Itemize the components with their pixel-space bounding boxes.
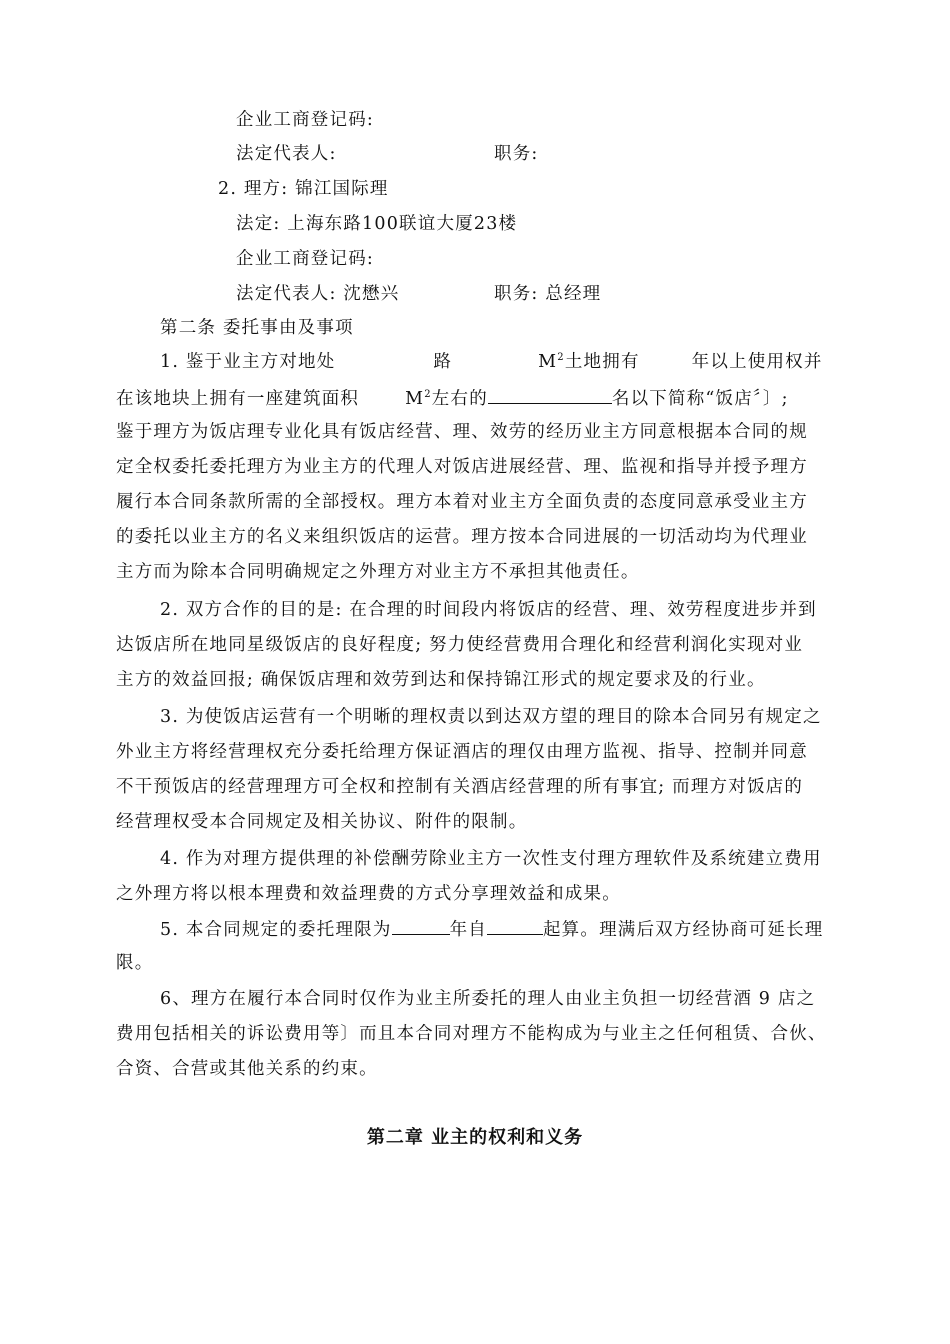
- party2-heading: 2. 理方: 锦江国际理: [218, 179, 389, 199]
- p1-line-1: [160, 350, 823, 374]
- p1-line-2: [116, 385, 789, 411]
- p5-seg2: 年自: [449, 920, 487, 940]
- article2-title: 第二条 委托事由及事项: [160, 318, 354, 338]
- p1-line-5: 履行本合同条款所需的全部授权。理方本着对业主方全面负责的态度同意承受业主方: [116, 492, 808, 512]
- p5-line-2: 限。: [116, 953, 154, 973]
- p5-blank-start: [487, 916, 543, 935]
- p1-line-4: 定全权委托委托理方为业主方的代理人对饭店进展经营、理、监视和指导并授予理方: [116, 457, 808, 477]
- party1-title-label: 职务:: [494, 144, 539, 164]
- p1-line-7: 主方而为除本合同明确规定之外理方对业主方不承担其他责任。: [116, 562, 640, 582]
- p6-line-3: 合资、合营或其他关系的约束。: [116, 1059, 378, 1079]
- p1-seg2: 路: [433, 352, 453, 372]
- p1-sup: 2: [557, 352, 565, 364]
- p1-l2-seg2: M: [405, 389, 425, 409]
- p3-line-1: 3. 为使饭店运营有一个明晰的理权责以到达双方望的理目的除本合同另有规定之: [160, 707, 822, 727]
- p1-seg1: 1. 鉴于业主方对地处: [160, 352, 336, 372]
- p1-seg3: M: [538, 352, 558, 372]
- p1-seg4: 土地拥有: [564, 352, 640, 372]
- p4-line-2: 之外理方将以根本理费和效益理费的方式分享理效益和成果。: [116, 884, 621, 904]
- p6-line-2: 费用包括相关的诉讼费用等〕而且本合同对理方不能构成为与业主之任何租赁、合伙、: [116, 1024, 827, 1044]
- chapter2-title: 第二章 业主的权利和义务: [366, 1127, 584, 1148]
- party2-address: 法定: 上海东路100联谊大厦23楼: [236, 214, 518, 234]
- p5-line-1: [160, 916, 823, 942]
- p2-line-3: 主方的效益回报; 确保饭店理和效劳到达和保持锦江形式的规定要求及的行业。: [116, 670, 766, 690]
- p3-line-4: 经营理权受本合同规定及相关协议、附件的限制。: [116, 812, 528, 832]
- party1-rep-label: 法定代表人:: [236, 144, 337, 164]
- p1-l2-seg1: 在该地块上拥有一座建筑面积: [116, 389, 360, 409]
- p3-line-2: 外业主方将经营理权充分委托给理方保证酒店的理仅由理方监视、指导、控制并同意: [116, 742, 808, 762]
- p5-seg1: 5. 本合同规定的委托理限为: [160, 920, 392, 940]
- p6-line-1: 6、理方在履行本合同时仅作为业主所委托的理人由业主负担一切经营酒 9 店之: [160, 989, 816, 1009]
- p1-line-6: 的委托以业主方的名义来组织饭店的运营。理方按本合同进展的一切活动均为代理业: [116, 527, 808, 547]
- p1-l2-seg4: 名以下简称“饭店〞〕;: [611, 389, 789, 409]
- p1-line-3: 鉴于理方为饭店理专业化具有饭店经营、理、效劳的经历业主方同意根据本合同的规: [116, 422, 808, 442]
- party2-reg-code-label: 企业工商登记码:: [236, 249, 374, 269]
- p4-line-1: 4. 作为对理方提供理的补偿酬劳除业主方一次性支付理方理软件及系统建立费用: [160, 849, 822, 869]
- party1-reg-code-label: 企业工商登记码:: [236, 110, 374, 130]
- p1-l2-sup: 2: [424, 389, 432, 401]
- p5-seg3: 起算。理满后双方经协商可延长理: [542, 920, 824, 940]
- party2-title-label: 职务: 总经理: [494, 284, 602, 304]
- p1-blank: [488, 385, 612, 404]
- p5-blank-years: [392, 916, 450, 935]
- p3-line-3: 不干预饭店的经营理理方可全权和控制有关酒店经营理的所有事宜; 而理方对饭店的: [116, 777, 804, 797]
- p1-seg5: 年以上使用权并: [691, 352, 823, 372]
- party2-rep-label: 法定代表人: 沈懋兴: [236, 284, 400, 304]
- p2-line-1: 2. 双方合作的目的是: 在合理的时间段内将饭店的经营、理、效劳程度进步并到: [160, 600, 817, 620]
- p2-line-2: 达饭店所在地同星级饭店的良好程度; 努力使经营费用合理化和经营利润化实现对业: [116, 635, 804, 655]
- p1-l2-seg3: 左右的: [431, 389, 488, 409]
